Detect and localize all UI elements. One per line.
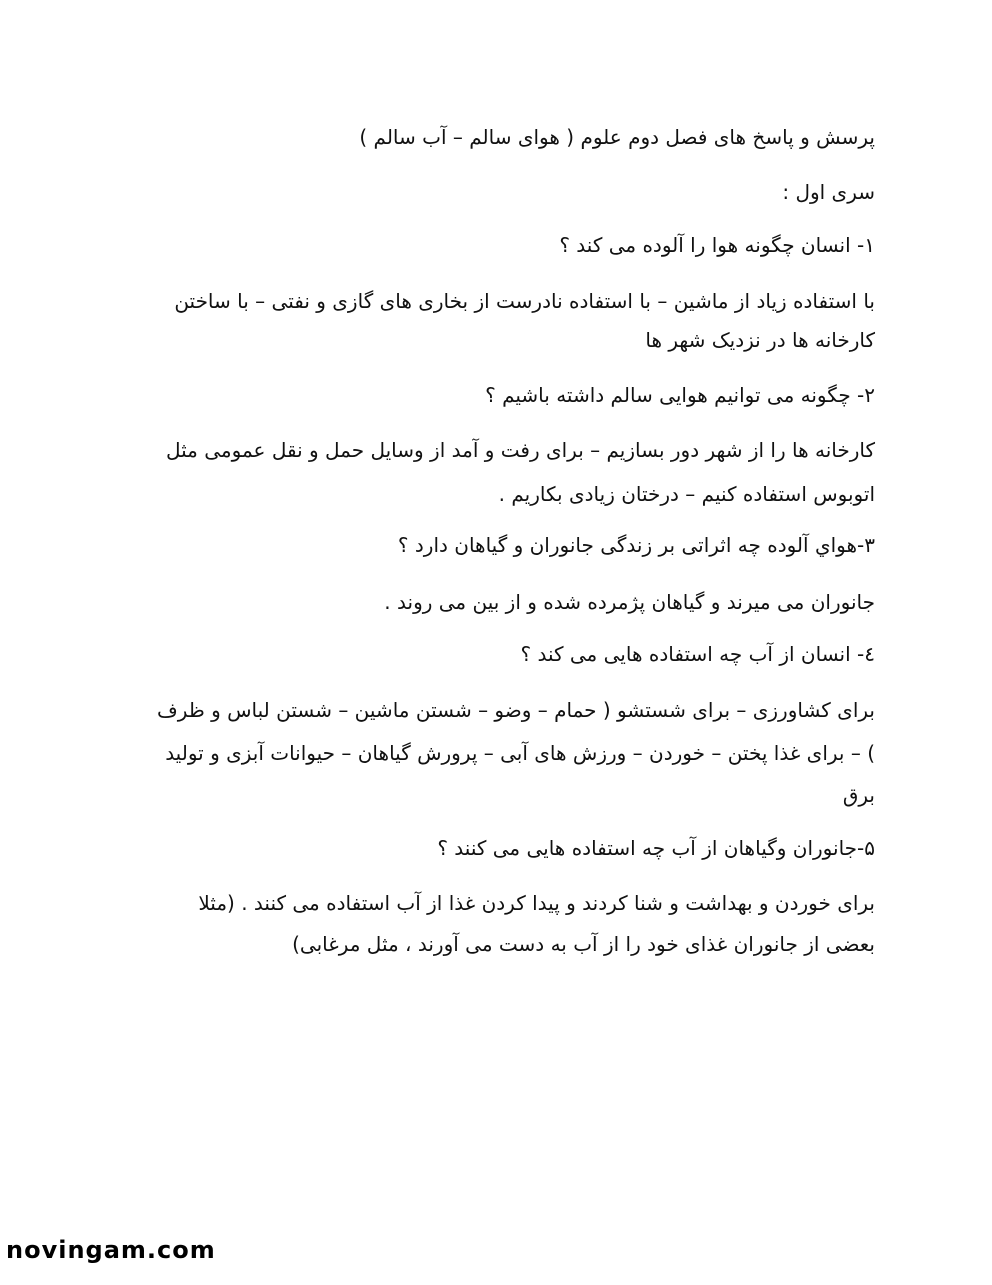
question-4: ٤- انسان از آب چه استفاده هایی می کند ؟ xyxy=(520,642,875,666)
answer-4-line-1: برای کشاورزی – برای شستشو ( حمام – وضو – شستن ماشین – شستن لباس و ظرف xyxy=(157,698,875,722)
answer-4-line-3: برق xyxy=(842,783,875,807)
answer-2-line-2: اتوبوس استفاده کنیم – درختان زیادی بکاریم . xyxy=(498,482,875,506)
answer-1-line-1: با استفاده زیاد از ماشین – با استفاده نادرست از بخاری های گازی و نفتی – با ساختن xyxy=(174,289,875,313)
answer-3-line-1: جانوران می میرند و گیاهان پژمرده شده و از بین می روند . xyxy=(384,590,875,614)
question-1: ۱- انسان چگونه هوا را آلوده می کند ؟ xyxy=(559,233,875,257)
document-title: پرسش و پاسخ های فصل دوم علوم ( هوای سالم – آب سالم ) xyxy=(359,125,875,149)
question-5: ۵-جانوران وگیاهان از آب چه استفاده هایی می کنند ؟ xyxy=(437,836,875,860)
section-heading: سری اول : xyxy=(782,180,875,204)
document-page xyxy=(110,0,875,1285)
answer-2-line-1: کارخانه ها را از شهر دور بسازیم – برای رفت و آمد از وسایل حمل و نقل عمومی مثل xyxy=(166,438,875,462)
answer-5-line-2: بعضی از جانوران غذای خود را از آب به دست می آورند ، مثل مرغابی) xyxy=(292,932,875,956)
answer-5-line-1: برای خوردن و بهداشت و شنا کردند و پیدا کردن غذا از آب استفاده می کنند . (مثلا xyxy=(198,891,875,915)
question-3: ۳-هواي آلوده چه اثراتی بر زندگی جانوران و گیاهان دارد ؟ xyxy=(397,533,875,557)
question-2: ۲- چگونه می توانیم هوایی سالم داشته باشیم ؟ xyxy=(485,383,875,407)
answer-1-line-2: کارخانه ها در نزدیک شهر ها xyxy=(645,328,875,352)
site-watermark: novingam.com xyxy=(6,1236,216,1264)
answer-4-line-2: ) – برای غذا پختن – خوردن – ورزش های آبی – پرورش گیاهان – حیوانات آبزی و تولید xyxy=(165,741,875,765)
